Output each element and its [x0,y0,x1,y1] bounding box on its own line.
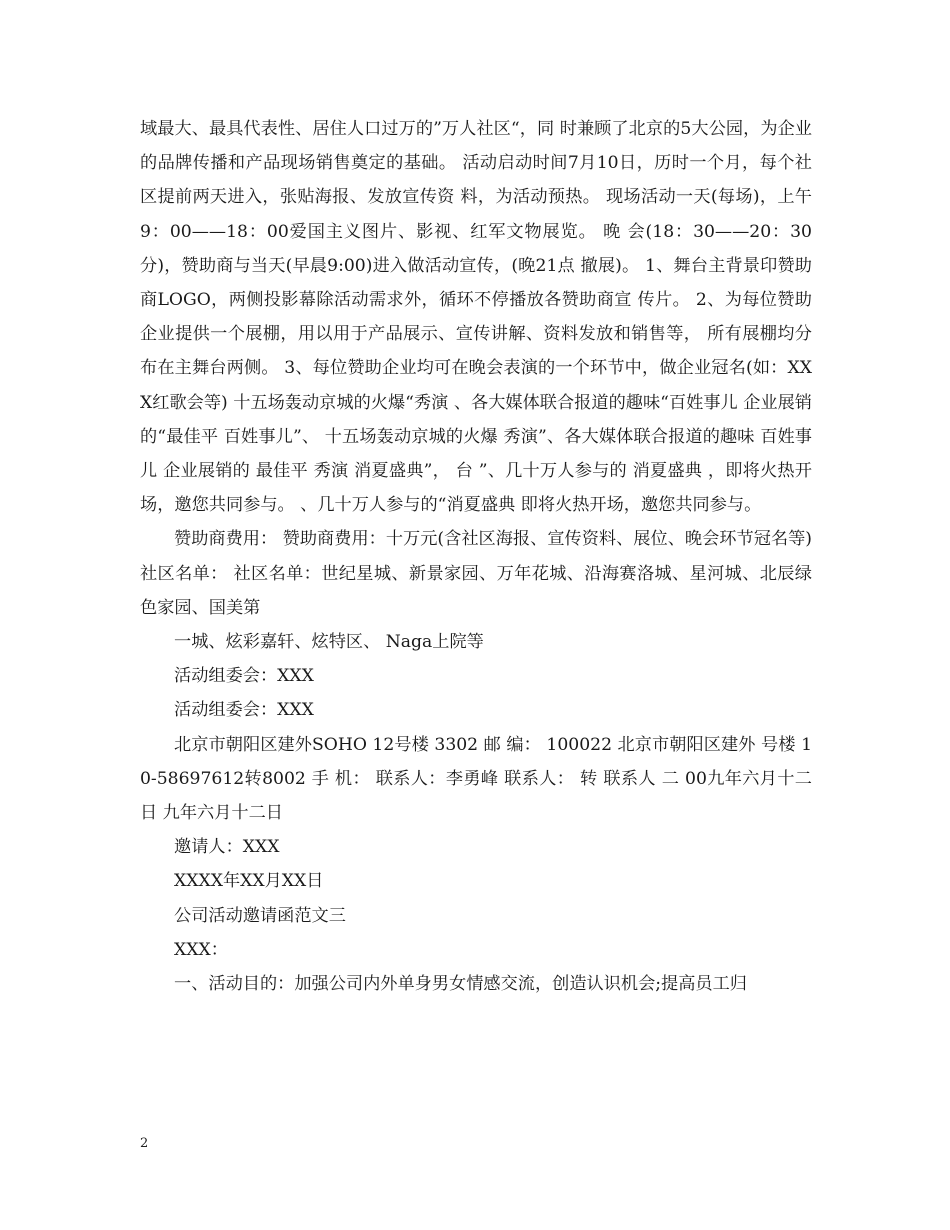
salutation-line: XXX： [174,939,228,960]
activity-purpose-line: 一、活动目的：加强公司内外单身男女情感交流，创造认识机会;提高员工归 [174,974,747,995]
section-title-sample-three: 公司活动邀请函范文三 [174,905,346,926]
community-list-continuation: 一城、炫彩嘉轩、炫特区、 Naga上院等 [174,632,484,653]
organizing-committee-line: 活动组委会：XXX [174,666,314,687]
inviter-line: 邀请人：XXX [174,837,280,858]
page-number: 2 [140,1136,149,1151]
body-paragraph-sponsor-fee: 赞助商费用： 赞助商费用：十万元(含社区海报、宣传资料、展位、晚会环节冠名等) 社区名单： 社区名单：世纪星城、新景家园、万年花城、沿海赛洛城、星河城、北辰绿色家园、国美第 [140,529,812,618]
address-contact-paragraph: 北京市朝阳区建外SOHO 12号楼 3302 邮 编： 100022 北京市朝阳区建外 号楼 10-58697612转8002 手 机： 联系人：李勇峰 联系人： 转 联系人 二 00九年六月十二日 九年六月十二日 [140,734,812,824]
date-line: XXXX年XX月XX日 [174,871,324,892]
body-paragraph-event-details: 域最大、最具代表性、居住人口过万的”万人社区“，同 时兼顾了北京的5大公园，为企业的品牌传播和产品现场销售奠定的基础。 活动启动时间7月10日，历时一个月，每个社区提前两天进入，张贴海报、发放宣传资 料，为活动预热。 现场活动一天(每场)，上午9：00——18：00爱国主义图片、影视、红军文物展览。 晚 会(18：30——20：30分)，赞助商与当天(早晨9:00)进入做活动宣传，(晚21点 撤展)。 1、舞台主背景印赞助商LOGO，两侧投影幕除活动需求外，循环不停播放各赞助商宣 传片。 2、为每位赞助企业提供一个展棚，用以用于产品展示、宣传讲解、资料发放和销售等， 所有展棚均分布在主舞台两侧。 3、每位赞助企业均可在晚会表演的一个环节中，做企业冠名(如：XXX红歌会等) 十五场轰动京城的火爆“秀演 、各大媒体联合报道的趣味“百姓事儿 企业展销的“最佳平 百姓事儿”、 十五场轰动京城的火爆 秀演”、各大媒体联合报道的趣味 百姓事儿 企业展销的 最佳平 秀演 消夏盛典”， 台 ”、几十万人参与的 消夏盛典 ，即将火热开场，邀您共同参与。 、几十万人参与的“消夏盛典 即将火热开场，邀您共同参与。 [140,119,812,516]
document-body [140,112,812,1001]
organizing-committee-line-repeat: 活动组委会：XXX [174,700,314,721]
